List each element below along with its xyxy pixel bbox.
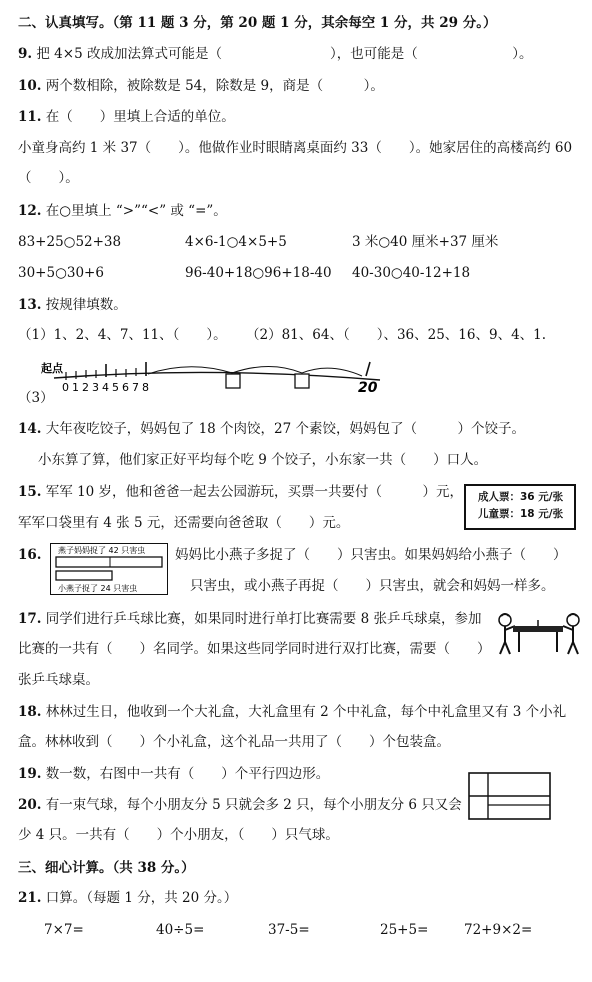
section-3-heading: 三、细心计算。（共 38 分。） bbox=[18, 860, 195, 876]
section-2-heading: 二、认真填写。（第 11 题 3 分，第 20 题 1 分，其余每空 1 分，共 29 分。） bbox=[18, 15, 497, 31]
q16-number: 16. bbox=[18, 547, 42, 563]
bar-diagram-figure bbox=[50, 543, 168, 595]
mother-bar-label: 燕子妈妈捉了 42 只害虫 bbox=[58, 546, 146, 555]
number-line bbox=[54, 372, 380, 380]
q20-text: 有一束气球，每个小朋友分 5 只就会多 2 只，每个小朋友分 6 只又会 bbox=[45, 797, 462, 813]
q21-item: 25+5= bbox=[380, 922, 429, 938]
ruler-tick-label: 1 bbox=[72, 381, 79, 394]
q9-number: 9. bbox=[18, 46, 33, 62]
child-ticket-price: 儿童票：18 元/张 bbox=[478, 508, 564, 520]
ruler-end-label: 20 bbox=[358, 380, 378, 396]
question-11 bbox=[18, 108, 235, 126]
q14-text: 大年夜吃饺子，妈妈包了 18 个肉饺，27 个素饺，妈妈包了（ ）个饺子。 bbox=[45, 421, 526, 437]
q11-number: 11. bbox=[18, 109, 42, 125]
q10-text: 两个数相除，被除数是 54，除数是 9，商是（ ）。 bbox=[45, 78, 384, 94]
q19-number: 19. bbox=[18, 766, 42, 782]
q12-item: 96-40+18○96+18-40 bbox=[185, 265, 332, 281]
ruler-start-label: 起点 bbox=[41, 362, 63, 375]
q15-line-2: 军军口袋里有 4 张 5 元，还需要向爸爸取（ ）元。 bbox=[18, 515, 350, 531]
q21-item: 37-5= bbox=[268, 922, 310, 938]
parallelogram-figure bbox=[468, 772, 552, 822]
question-18 bbox=[18, 703, 566, 721]
ticket-price-sign bbox=[464, 484, 576, 530]
q18-line-2: 盒。林林收到（ ）个小礼盒，这个礼品一共用了（ ）个包装盒。 bbox=[18, 734, 450, 750]
q12-text: 在○里填上 “>”“<” 或 “=”。 bbox=[45, 203, 227, 219]
q21-number: 21. bbox=[18, 890, 42, 906]
q12-item: 4×6-1○4×5+5 bbox=[185, 234, 287, 250]
q12-number: 12. bbox=[18, 203, 42, 219]
q20-number: 20. bbox=[18, 797, 42, 813]
q13-part-2: （2）81、64、（ ）、36、25、16、9、4、1. bbox=[246, 327, 547, 343]
question-9 bbox=[18, 45, 532, 63]
q21-item: 7×7= bbox=[44, 922, 84, 938]
ruler-tick-label: 7 bbox=[132, 381, 139, 394]
swallow-bar-label: 小燕子捉了 24 只害虫 bbox=[58, 584, 138, 593]
ruler-tick-label: 6 bbox=[122, 381, 129, 394]
question-15 bbox=[18, 483, 463, 501]
q11-line-3: （ ）。 bbox=[18, 170, 79, 186]
mother-bar bbox=[56, 557, 162, 567]
swallow-bar bbox=[56, 571, 112, 580]
answer-box bbox=[226, 374, 240, 388]
q20-line-2: 少 4 只。一共有（ ）个小朋友，（ ）只气球。 bbox=[18, 827, 339, 843]
q19-text: 数一数，右图中一共有（ ）个平行四边形。 bbox=[45, 766, 330, 782]
q11-line-2: 小童身高约 1 米 37（ ）。他做作业时眼睛离桌面约 33（ ）。她家居住的高楼高约 60 bbox=[18, 140, 573, 156]
question-21 bbox=[18, 889, 237, 907]
q11-text: 在（ ）里填上合适的单位。 bbox=[45, 109, 235, 125]
q12-item: 83+25○52+38 bbox=[18, 234, 122, 250]
q14-line-2: 小东算了算，他们家正好平均每个吃 9 个饺子，小东家一共（ ）口人。 bbox=[38, 452, 488, 468]
question-17 bbox=[18, 610, 481, 628]
q18-number: 18. bbox=[18, 704, 42, 720]
q21-item: 72+9×2= bbox=[464, 922, 533, 938]
q12-item: 30+5○30+6 bbox=[18, 265, 104, 281]
jump-arc bbox=[232, 367, 302, 374]
q12-item: 40-30○40-12+18 bbox=[352, 265, 471, 281]
ruler-tick-label: 2 bbox=[82, 381, 89, 394]
q17-line-2: 比赛的一共有（ ）名同学。如果这些同学同时进行双打比赛，需要（ ） bbox=[18, 641, 491, 657]
q14-number: 14. bbox=[18, 421, 42, 437]
question-20 bbox=[18, 796, 462, 814]
q21-text: 口算。（每题 1 分，共 20 分。） bbox=[45, 890, 238, 906]
question-10 bbox=[18, 77, 384, 95]
ruler-tick-label: 8 bbox=[142, 381, 149, 394]
q21-item: 40÷5= bbox=[156, 922, 205, 938]
q12-item: 3 米○40 厘米+37 厘米 bbox=[352, 234, 499, 250]
answer-box bbox=[295, 374, 309, 388]
q10-number: 10. bbox=[18, 78, 42, 94]
q9-text: 把 4×5 改成加法算式可能是（ ），也可能是（ ）。 bbox=[36, 46, 533, 62]
q18-text: 林林过生日，他收到一个大礼盒，大礼盒里有 2 个中礼盒，每个中礼盒里又有 3 个小礼 bbox=[45, 704, 567, 720]
q17-number: 17. bbox=[18, 611, 42, 627]
q13-number: 13. bbox=[18, 297, 42, 313]
q15-text: 军军 10 岁，他和爸爸一起去公园游玩，买票一共要付（ ）元， bbox=[45, 484, 464, 500]
ruler-tick-label: 0 bbox=[62, 381, 69, 394]
ruler-ticks bbox=[66, 362, 146, 380]
ruler-tick-label: 3 bbox=[92, 381, 99, 394]
q16-line-2: 只害虫，或小燕子再捉（ ）只害虫，就会和妈妈一样多。 bbox=[190, 578, 555, 594]
question-19 bbox=[18, 765, 329, 783]
q16-text: 妈妈比小燕子多捉了（ ）只害虫。如果妈妈给小燕子（ ） bbox=[175, 547, 567, 563]
ruler-tick-label: 5 bbox=[112, 381, 119, 394]
q15-number: 15. bbox=[18, 484, 42, 500]
q13-part-1: （1）1、2、4、7、11、（ ）。 bbox=[18, 327, 227, 343]
question-13 bbox=[18, 296, 127, 314]
q13-text: 按规律填数。 bbox=[45, 297, 127, 313]
q13-part-3-label: （3） bbox=[18, 390, 54, 406]
q17-text: 同学们进行乒乓球比赛，如果同时进行单打比赛需要 8 张乒乓球桌，参加 bbox=[45, 611, 482, 627]
q17-line-3: 张乒乓球桌。 bbox=[18, 672, 99, 688]
ruler-tick-label: 4 bbox=[102, 381, 109, 394]
question-12 bbox=[18, 202, 227, 220]
adult-ticket-price: 成人票：36 元/张 bbox=[478, 491, 564, 503]
question-14 bbox=[18, 420, 525, 438]
number-line-figure bbox=[40, 356, 400, 400]
ping-pong-table-icon bbox=[495, 610, 583, 656]
